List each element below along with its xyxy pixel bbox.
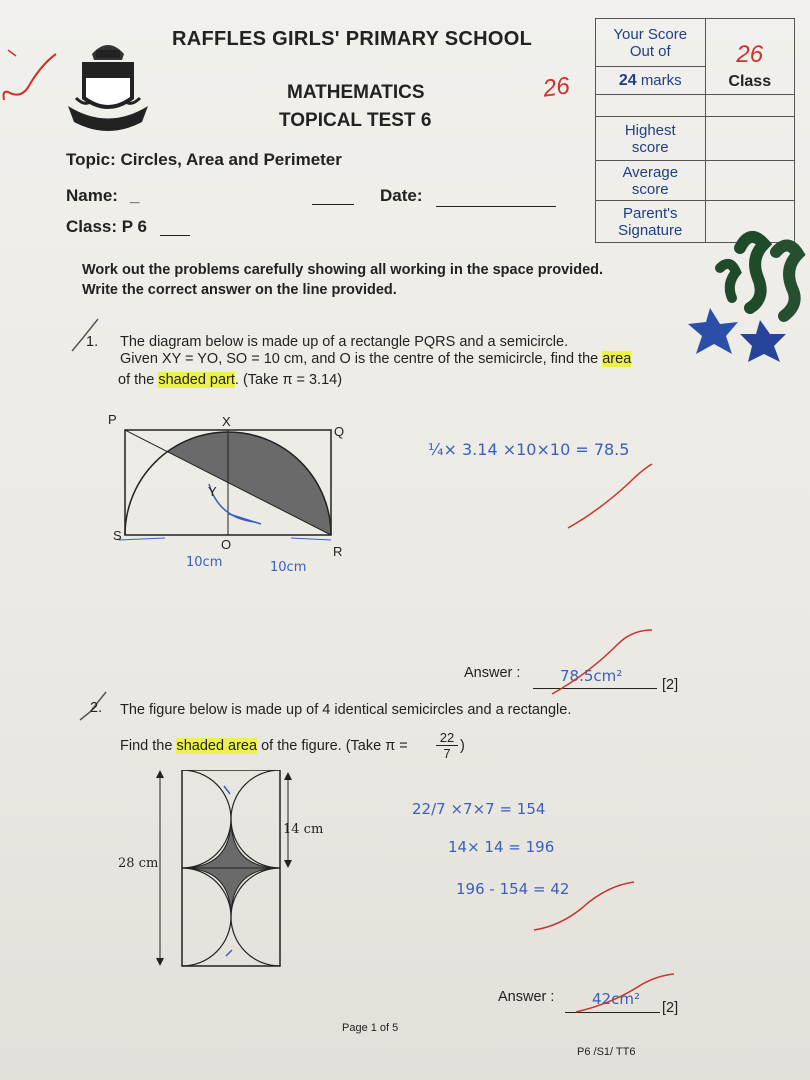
- star-sticker-decoration: [680, 228, 810, 378]
- q2-answer-red-check: [570, 968, 680, 1018]
- q1-answer-value: 78.5cm²: [560, 667, 623, 685]
- q1-red-check: [560, 460, 660, 530]
- q1-text-3: of the shaded part. (Take π = 3.14): [118, 372, 343, 388]
- q1-label-q: Q: [334, 424, 345, 439]
- class-line: [160, 235, 190, 236]
- document-code: P6 /S1/ TT6: [577, 1046, 636, 1058]
- q2-pi-fraction: 22 7: [436, 730, 458, 761]
- marks-cell: 24 marks: [596, 67, 706, 95]
- your-score-cell: Your Score Out of: [596, 19, 706, 67]
- subject-title: MATHEMATICS: [287, 82, 425, 103]
- test-title: TOPICAL TEST 6: [279, 110, 432, 131]
- q1-dimension-2: 10cm: [270, 560, 307, 575]
- q2-marks: [2]: [662, 1000, 679, 1016]
- q1-dimension-1: 10cm: [186, 555, 223, 570]
- name-label: Name:: [66, 186, 118, 205]
- date-label: Date:: [380, 186, 423, 205]
- q1-answer-label: Answer :: [464, 665, 521, 681]
- q1-label-o: O: [221, 537, 232, 552]
- q2-dimension-14: 14 cm: [283, 822, 324, 837]
- q2-text-2: Find the shaded area of the figure. (Take π =: [120, 738, 408, 754]
- score-table: [595, 18, 795, 243]
- red-tick-mark: [0, 30, 70, 100]
- page-number: Page 1 of 5: [342, 1022, 399, 1034]
- q1-label-p: P: [108, 412, 117, 427]
- q2-text-end: ): [460, 738, 465, 754]
- q1-number: 1.: [86, 334, 99, 350]
- q1-diagram: [105, 410, 345, 585]
- highest-score-cell: Highest score: [596, 117, 706, 161]
- name-line: [312, 204, 354, 205]
- q2-diagram: [150, 770, 310, 980]
- q2-answer-label: Answer :: [498, 989, 555, 1005]
- instructions-line-2: Write the correct answer on the line provided.: [82, 282, 397, 298]
- handwritten-score: 26: [541, 72, 572, 103]
- q2-working-2: 14× 14 = 196: [448, 838, 555, 856]
- q1-label-r: R: [333, 544, 343, 559]
- average-score-cell: Average score: [596, 161, 706, 201]
- school-name: RAFFLES GIRLS' PRIMARY SCHOOL: [172, 28, 533, 50]
- q2-working-3: 196 - 154 = 42: [456, 880, 570, 898]
- q2-red-check: [530, 878, 640, 938]
- q1-label-x: X: [222, 414, 231, 429]
- q2-dimension-28: 28 cm: [118, 856, 159, 871]
- q1-text-2: Given XY = YO, SO = 10 cm, and O is the centre of the semicircle, find the area: [120, 351, 632, 367]
- instructions-line-1: Work out the problems carefully showing all working in the space provided.: [82, 262, 604, 278]
- q1-label-s: S: [113, 528, 122, 543]
- class-label: Class: P 6: [66, 217, 147, 236]
- q2-answer-value: 42cm²: [592, 990, 640, 1008]
- q2-working-1: 22/7 ×7×7 = 154: [412, 800, 546, 818]
- parents-signature-cell: Parent's Signature: [596, 201, 706, 243]
- q1-label-y: Y: [208, 484, 217, 499]
- score-value-cell: 26 Class: [705, 19, 794, 95]
- q1-marks: [2]: [662, 677, 679, 693]
- date-line: [436, 206, 556, 207]
- q2-text-1: The figure below is made up of 4 identical semicircles and a rectangle.: [120, 702, 572, 718]
- school-crest-logo: [62, 36, 154, 136]
- q1-text-1: The diagram below is made up of a rectangle PQRS and a semicircle.: [120, 334, 569, 350]
- q1-working: ¼× 3.14 ×10×10 = 78.5: [428, 440, 630, 459]
- topic-line: Topic: Circles, Area and Perimeter: [66, 150, 342, 169]
- name-value: _: [130, 186, 140, 205]
- q2-number: 2.: [90, 700, 103, 716]
- q1-answer-red-check: [548, 622, 663, 702]
